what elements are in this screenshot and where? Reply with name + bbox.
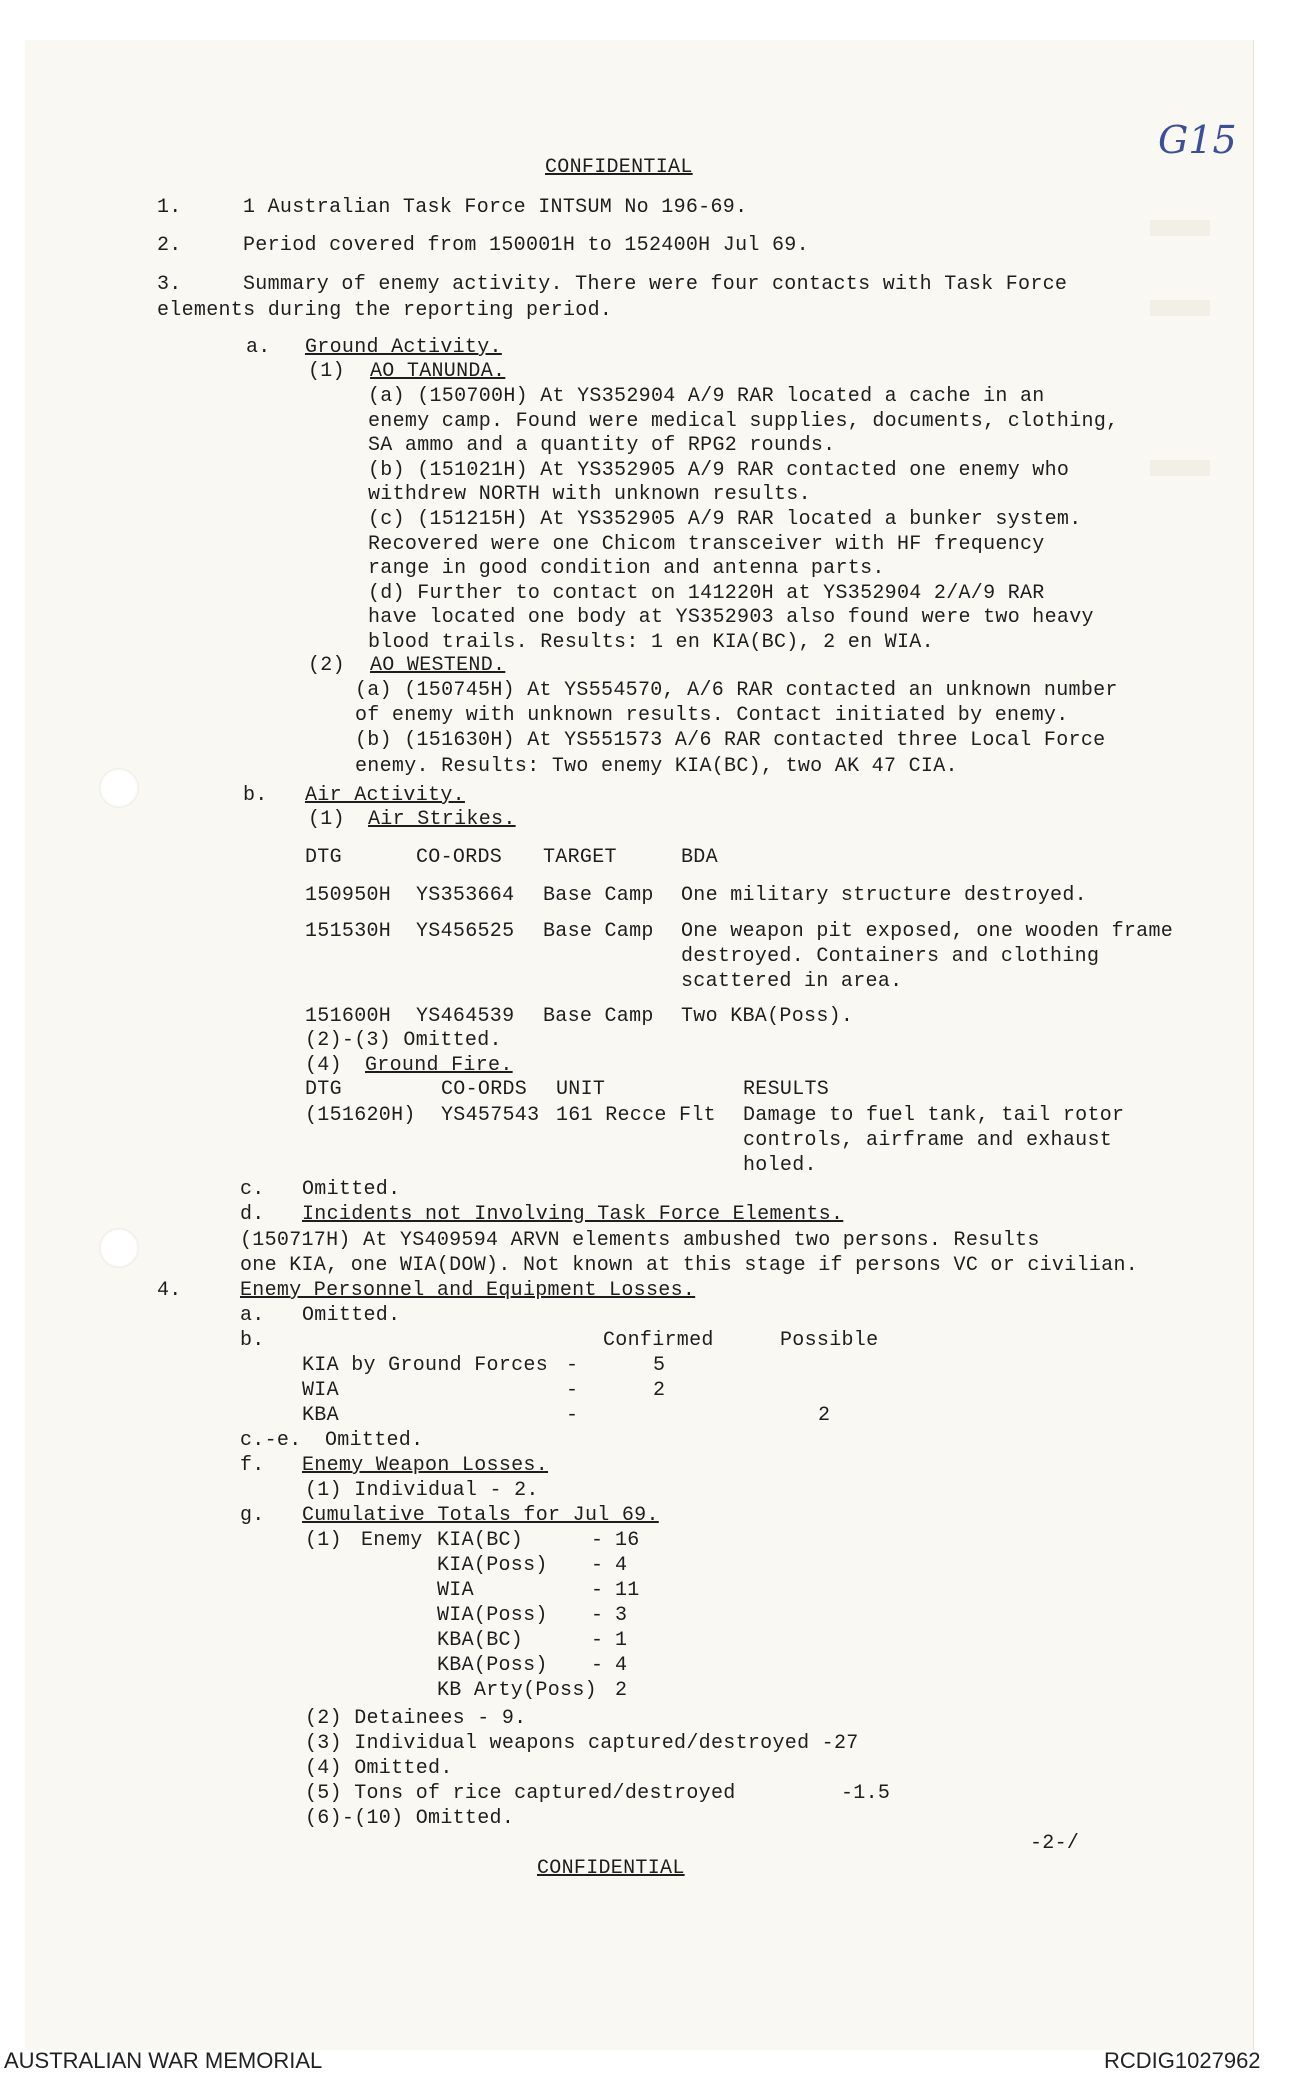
text-line: SA ammo and a quantity of RPG2 rounds.	[368, 434, 836, 458]
totals-list-item: (3) Individual weapons captured/destroyed -27	[305, 1732, 859, 1755]
text-line: of enemy with unknown results. Contact initiated by enemy.	[355, 704, 1069, 728]
item-d-line: (150717H) At YS409594 ARVN elements ambushed two persons. Results	[240, 1229, 1040, 1252]
total-value: 1	[615, 1629, 628, 1652]
strike-target: Base Camp	[543, 884, 654, 907]
strike-target: Base Camp	[543, 920, 654, 943]
column-header-dtg: DTG	[305, 846, 342, 869]
ground-activity-label: a.	[246, 336, 271, 359]
total-name: WIA	[437, 1579, 474, 1602]
bleed-through-mark	[1150, 460, 1210, 476]
loss-label: KBA	[302, 1404, 339, 1427]
text-line: (b) (151021H) At YS352905 A/9 RAR contacted one enemy who	[368, 458, 1070, 482]
item-c-label: c.	[240, 1178, 265, 1201]
totals-list-item: (4) Omitted.	[305, 1757, 453, 1780]
item-4ce-label: c.-e.	[240, 1429, 302, 1452]
item-2-text: Period covered from 150001H to 152400H Jul 69.	[243, 234, 809, 257]
loss-possible: 2	[818, 1404, 831, 1427]
gf-results: Damage to fuel tank, tail rotor	[743, 1104, 1125, 1127]
total-name: KB Arty(Poss)	[437, 1679, 597, 1702]
item-4-number: 4.	[157, 1279, 182, 1302]
total-dash: -	[591, 1529, 604, 1552]
totals-list-item: (6)-(10) Omitted.	[305, 1807, 515, 1830]
totals-label: Enemy	[361, 1529, 423, 1552]
totals-list-item: (2) Detainees - 9.	[305, 1707, 527, 1730]
item-4a-text: Omitted.	[302, 1304, 401, 1327]
archive-source-label: AUSTRALIAN WAR MEMORIAL	[4, 2048, 323, 2073]
total-dash: -	[591, 1604, 604, 1627]
strike-bda: destroyed. Containers and clothing	[681, 945, 1100, 968]
classification-footer: CONFIDENTIAL	[537, 1857, 685, 1880]
total-value: 3	[615, 1604, 628, 1627]
total-dash: -	[591, 1554, 604, 1577]
item-2-number: 2.	[157, 234, 182, 257]
item-3-line: elements during the reporting period.	[157, 299, 613, 322]
item-3-number: 3.	[157, 273, 182, 296]
column-header-bda: BDA	[681, 846, 718, 869]
air-activity-heading: Air Activity.	[305, 784, 465, 807]
item-4b-label: b.	[240, 1329, 265, 1352]
total-name: KIA(Poss)	[437, 1554, 548, 1577]
total-name: KBA(BC)	[437, 1629, 524, 1652]
next-page-indicator: -2-/	[1030, 1832, 1080, 1855]
column-header-coords: CO-ORDS	[416, 846, 503, 869]
text-line: (c) (151215H) At YS352905 A/9 RAR located a bunker system.	[368, 508, 1082, 531]
item-4f-sub: (1) Individual - 2.	[305, 1479, 539, 1502]
ground-fire-title: Ground Fire.	[365, 1054, 513, 1077]
strike-bda: Two KBA(Poss).	[681, 1005, 854, 1028]
column-confirmed: Confirmed	[603, 1329, 714, 1352]
strike-bda: One military structure destroyed.	[681, 884, 1087, 907]
bleed-through-mark	[1150, 220, 1210, 236]
loss-dash: -	[566, 1404, 579, 1427]
column-header-target: TARGET	[543, 846, 617, 869]
loss-confirmed: 2	[653, 1379, 666, 1402]
rice-value: -1.5	[841, 1782, 891, 1805]
total-name: WIA(Poss)	[437, 1604, 548, 1627]
item-4ce-text: Omitted.	[325, 1429, 424, 1452]
item-1-number: 1.	[157, 196, 182, 219]
punch-hole	[99, 768, 139, 808]
bleed-through-mark	[1150, 300, 1210, 316]
item-4g-heading: Cumulative Totals for Jul 69.	[302, 1504, 659, 1527]
item-d-label: d.	[240, 1203, 265, 1226]
total-dash: -	[591, 1654, 604, 1677]
text-line: range in good condition and antenna parts.	[368, 557, 885, 581]
text-line: (d) Further to contact on 141220H at YS352904 2/A/9 RAR	[368, 581, 1045, 605]
gf-header-dtg: DTG	[305, 1078, 342, 1101]
gf-unit: 161 Recce Flt	[556, 1104, 716, 1127]
total-value: 11	[615, 1579, 640, 1602]
total-dash: -	[591, 1579, 604, 1602]
total-value: 16	[615, 1529, 640, 1552]
text-line: Recovered were one Chicom transceiver with HF frequency	[368, 532, 1045, 556]
text-line: enemy. Results: Two enemy KIA(BC), two AK 47 CIA.	[355, 754, 958, 778]
classification-header: CONFIDENTIAL	[545, 156, 693, 179]
text-line: (b) (151630H) At YS551573 A/6 RAR contacted three Local Force	[355, 729, 1106, 753]
total-name: KBA(Poss)	[437, 1654, 548, 1677]
item-4f-label: f.	[240, 1454, 265, 1477]
gf-results: controls, airframe and exhaust	[743, 1129, 1113, 1152]
loss-confirmed: 5	[653, 1354, 666, 1377]
gf-header-results: RESULTS	[743, 1078, 830, 1101]
gf-header-coords: CO-ORDS	[441, 1078, 528, 1101]
strike-bda: scattered in area.	[681, 970, 903, 993]
text-line: enemy camp. Found were medical supplies, documents, clothing,	[368, 409, 1119, 433]
air-strikes-title: Air Strikes.	[368, 808, 516, 831]
total-name: KIA(BC)	[437, 1529, 524, 1552]
gf-coords: YS457543	[441, 1104, 540, 1127]
total-value: 4	[615, 1654, 628, 1677]
ao2-number: (2)	[308, 654, 345, 677]
column-possible: Possible	[780, 1329, 879, 1352]
archive-id-label: RCDIG1027962	[1104, 2048, 1261, 2073]
totals-number: (1)	[305, 1529, 342, 1552]
strike-coords: YS456525	[416, 920, 515, 943]
item-4g-label: g.	[240, 1504, 265, 1527]
strike-target: Base Camp	[543, 1005, 654, 1028]
air-omitted-line: (2)-(3) Omitted.	[305, 1029, 502, 1052]
strike-dtg: 151530H	[305, 920, 392, 943]
item-4a-label: a.	[240, 1304, 265, 1327]
air-strikes-number: (1)	[308, 808, 345, 831]
gf-header-unit: UNIT	[556, 1078, 606, 1101]
item-4-heading: Enemy Personnel and Equipment Losses.	[240, 1279, 696, 1302]
ground-activity-heading: Ground Activity.	[305, 336, 502, 359]
gf-results: holed.	[743, 1154, 817, 1177]
loss-label: KIA by Ground Forces	[302, 1354, 549, 1377]
total-value: 4	[615, 1554, 628, 1577]
item-4f-heading: Enemy Weapon Losses.	[302, 1454, 549, 1477]
gf-dtg: (151620H)	[305, 1104, 416, 1127]
item-3-line: Summary of enemy activity. There were four contacts with Task Force	[243, 273, 1068, 296]
punch-hole	[99, 1228, 139, 1268]
item-c-text: Omitted.	[302, 1178, 401, 1201]
ao2-title: AO WESTEND.	[370, 654, 506, 677]
strike-coords: YS353664	[416, 884, 515, 907]
air-activity-label: b.	[243, 784, 268, 807]
strike-bda: One weapon pit exposed, one wooden frame	[681, 920, 1174, 943]
item-d-heading: Incidents not Involving Task Force Elements.	[302, 1203, 844, 1226]
loss-dash: -	[566, 1379, 579, 1402]
loss-label: WIA	[302, 1379, 339, 1402]
strike-dtg: 150950H	[305, 884, 392, 907]
total-value: 2	[615, 1679, 628, 1702]
text-line: (a) (150700H) At YS352904 A/9 RAR located a cache in an	[368, 385, 1045, 408]
ao1-number: (1)	[308, 360, 345, 383]
ground-fire-number: (4)	[305, 1054, 342, 1077]
item-1-text: 1 Australian Task Force INTSUM No 196-69.	[243, 196, 748, 219]
ao1-title: AO TANUNDA.	[370, 360, 506, 383]
loss-dash: -	[566, 1354, 579, 1377]
totals-list-item: (5) Tons of rice captured/destroyed	[305, 1782, 736, 1805]
text-line: have located one body at YS352903 also found were two heavy	[368, 606, 1094, 630]
item-d-line: one KIA, one WIA(DOW). Not known at this stage if persons VC or civilian.	[240, 1254, 1139, 1277]
strike-coords: YS464539	[416, 1005, 515, 1028]
text-line: (a) (150745H) At YS554570, A/6 RAR contacted an unknown number	[355, 679, 1118, 702]
total-dash: -	[591, 1629, 604, 1652]
strike-dtg: 151600H	[305, 1005, 392, 1028]
text-line: withdrew NORTH with unknown results.	[368, 483, 811, 507]
handwritten-folio-number: G15	[1158, 118, 1237, 162]
text-line: blood trails. Results: 1 en KIA(BC), 2 en WIA.	[368, 631, 934, 654]
